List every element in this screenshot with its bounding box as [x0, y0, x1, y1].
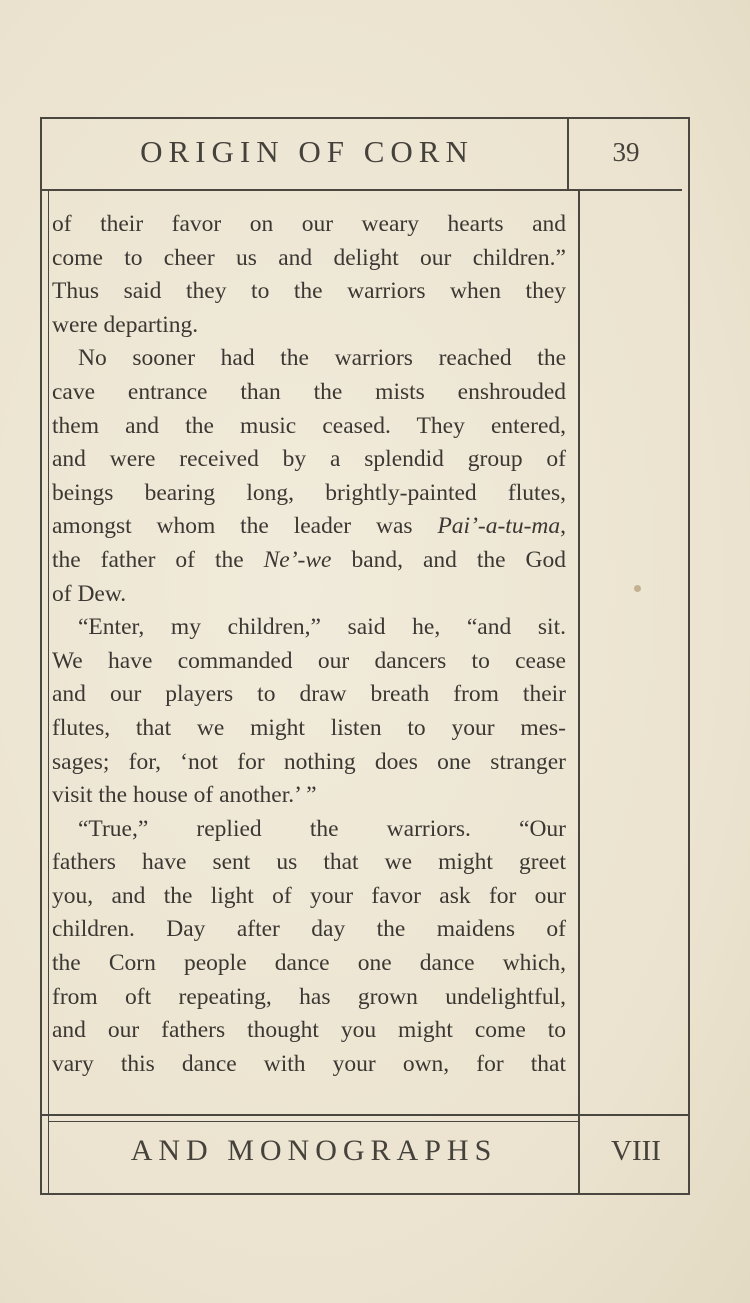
volume-number: VIII — [611, 1134, 661, 1167]
text-line: them and the music ceased. They entered, — [52, 412, 566, 439]
text-segment: , — [560, 513, 566, 540]
footer-divider-line — [40, 1114, 690, 1116]
text-line: No sooner had the warriors reached the — [78, 345, 566, 372]
text-line: vary this dance with your own, for that — [52, 1050, 566, 1077]
text-line: children. Day after day the maidens of — [52, 916, 566, 943]
text-line: and were received by a splendid group of — [52, 446, 566, 473]
text-line — [52, 510, 566, 544]
italic-name: Pai’-a-tu-ma — [437, 513, 561, 540]
text-line — [52, 544, 566, 578]
text-line: of their favor on our weary hearts and — [52, 211, 566, 237]
text-line: “True,” replied the warriors. “Our — [78, 815, 566, 842]
text-segment: the father of the — [52, 546, 264, 573]
text-line: flutes, that we might listen to your mes- — [52, 714, 566, 741]
text-line: and our players to draw breath from their — [52, 681, 566, 708]
text-line: fathers have sent us that we might greet — [52, 849, 566, 876]
paper-speck — [634, 585, 641, 592]
text-line: sages; for, ‘not for nothing does one stranger — [52, 748, 566, 775]
text-line: We have commanded our dancers to cease — [52, 647, 566, 674]
margin-column-divider — [578, 189, 580, 1195]
text-line: cave entrance than the mists enshrouded — [52, 378, 566, 405]
body-inner-line — [48, 1121, 578, 1122]
header-column-divider — [567, 117, 569, 191]
text-line: Thus said they to the warriors when they — [52, 278, 566, 305]
italic-name: Ne’-we — [263, 546, 332, 573]
text-line: the Corn people dance one dance which, — [52, 950, 566, 977]
text-line: “Enter, my children,” said he, “and sit. — [78, 614, 566, 641]
text-line: and our fathers thought you might come to — [52, 1017, 566, 1044]
running-header-title: ORIGIN OF CORN — [140, 134, 474, 169]
header-divider-line — [40, 189, 682, 191]
text-line: from oft repeating, has grown undelightful, — [52, 983, 566, 1010]
running-footer-title: AND MONOGRAPHS — [130, 1134, 498, 1167]
body-text-block — [52, 208, 566, 1081]
text-line: of Dew. — [52, 580, 127, 607]
text-line: come to cheer us and delight our children.” — [52, 244, 566, 271]
body-left-rule — [48, 189, 49, 1195]
text-line: beings bearing long, brightly-painted flutes, — [52, 479, 566, 506]
text-line: you, and the light of your favor ask for our — [52, 882, 566, 909]
page-number: 39 — [612, 136, 640, 167]
text-segment: band, and the God — [331, 546, 566, 573]
text-line: were departing. — [52, 311, 199, 338]
text-line: visit the house of another.’ ” — [52, 782, 317, 809]
text-segment: amongst whom the leader was — [52, 513, 438, 540]
